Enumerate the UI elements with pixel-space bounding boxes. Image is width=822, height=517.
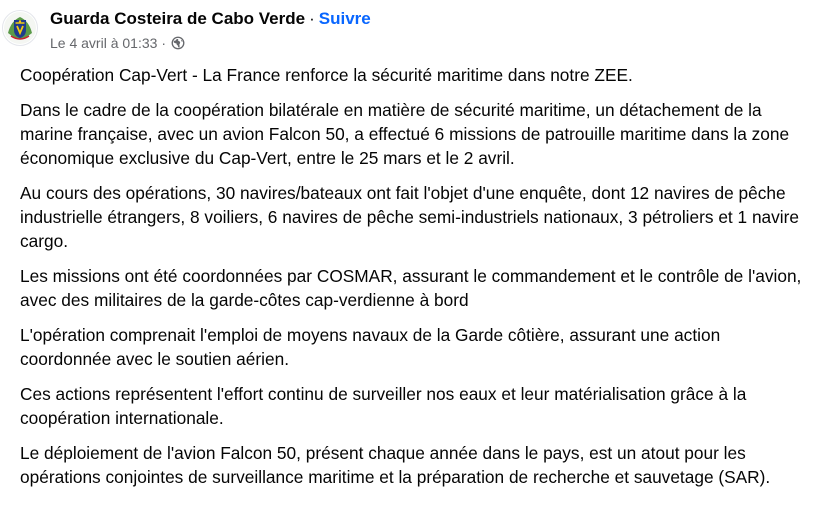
- post-paragraph: Au cours des opérations, 30 navires/bateaux ont fait l'objet d'une enquête, dont 12 navires de pêche industrielle étrangers, 8 voiliers, 6 navires de pêche semi-industriels nationaux, 3 pétroliers et 1 navire cargo.: [20, 183, 800, 251]
- meta-separator-dot: ·: [161, 35, 167, 51]
- post-paragraph: Le déploiement de l'avion Falcon 50, présent chaque année dans le pays, est un atout pour les opérations conjointes de surveillance maritime et la préparation de recherche et sauvetage (SAR).: [20, 443, 771, 487]
- coast-guard-emblem-icon: [3, 11, 37, 45]
- separator-dot: ·: [309, 9, 315, 28]
- post-text: [20, 63, 810, 500]
- page-name-link[interactable]: Guarda Costeira de Cabo Verde: [50, 9, 306, 28]
- post-paragraph: Coopération Cap-Vert - La France renforce la sécurité maritime dans notre ZEE.: [20, 65, 633, 85]
- post-paragraph: Ces actions représentent l'effort continu de surveiller nos eaux et leur matérialisation grâce à la coopération internationale.: [20, 384, 747, 428]
- follow-button[interactable]: Suivre: [318, 9, 371, 28]
- post-meta: [50, 33, 185, 53]
- post-paragraph: Les missions ont été coordonnées par COSMAR, assurant le commandement et le contrôle de l'avion, avec des militaires de la garde-côtes cap-verdienne à bord: [20, 266, 802, 310]
- page-name-row: [50, 7, 371, 31]
- avatar[interactable]: [2, 10, 38, 46]
- globe-icon[interactable]: [171, 36, 185, 50]
- post-header: [0, 6, 822, 56]
- post-paragraph: Dans le cadre de la coopération bilatérale en matière de sécurité maritime, un détachement de la marine française, avec un avion Falcon 50, a effectué 6 missions de patrouille maritime dans la zone économique exclusive du Cap-Vert, entre le 25 mars et le 2 avril.: [20, 100, 790, 168]
- post-timestamp[interactable]: Le 4 avril à 01:33: [50, 35, 158, 51]
- post-paragraph: L'opération comprenait l'emploi de moyens navaux de la Garde côtière, assurant une action coordonnée avec le soutien aérien.: [20, 325, 721, 369]
